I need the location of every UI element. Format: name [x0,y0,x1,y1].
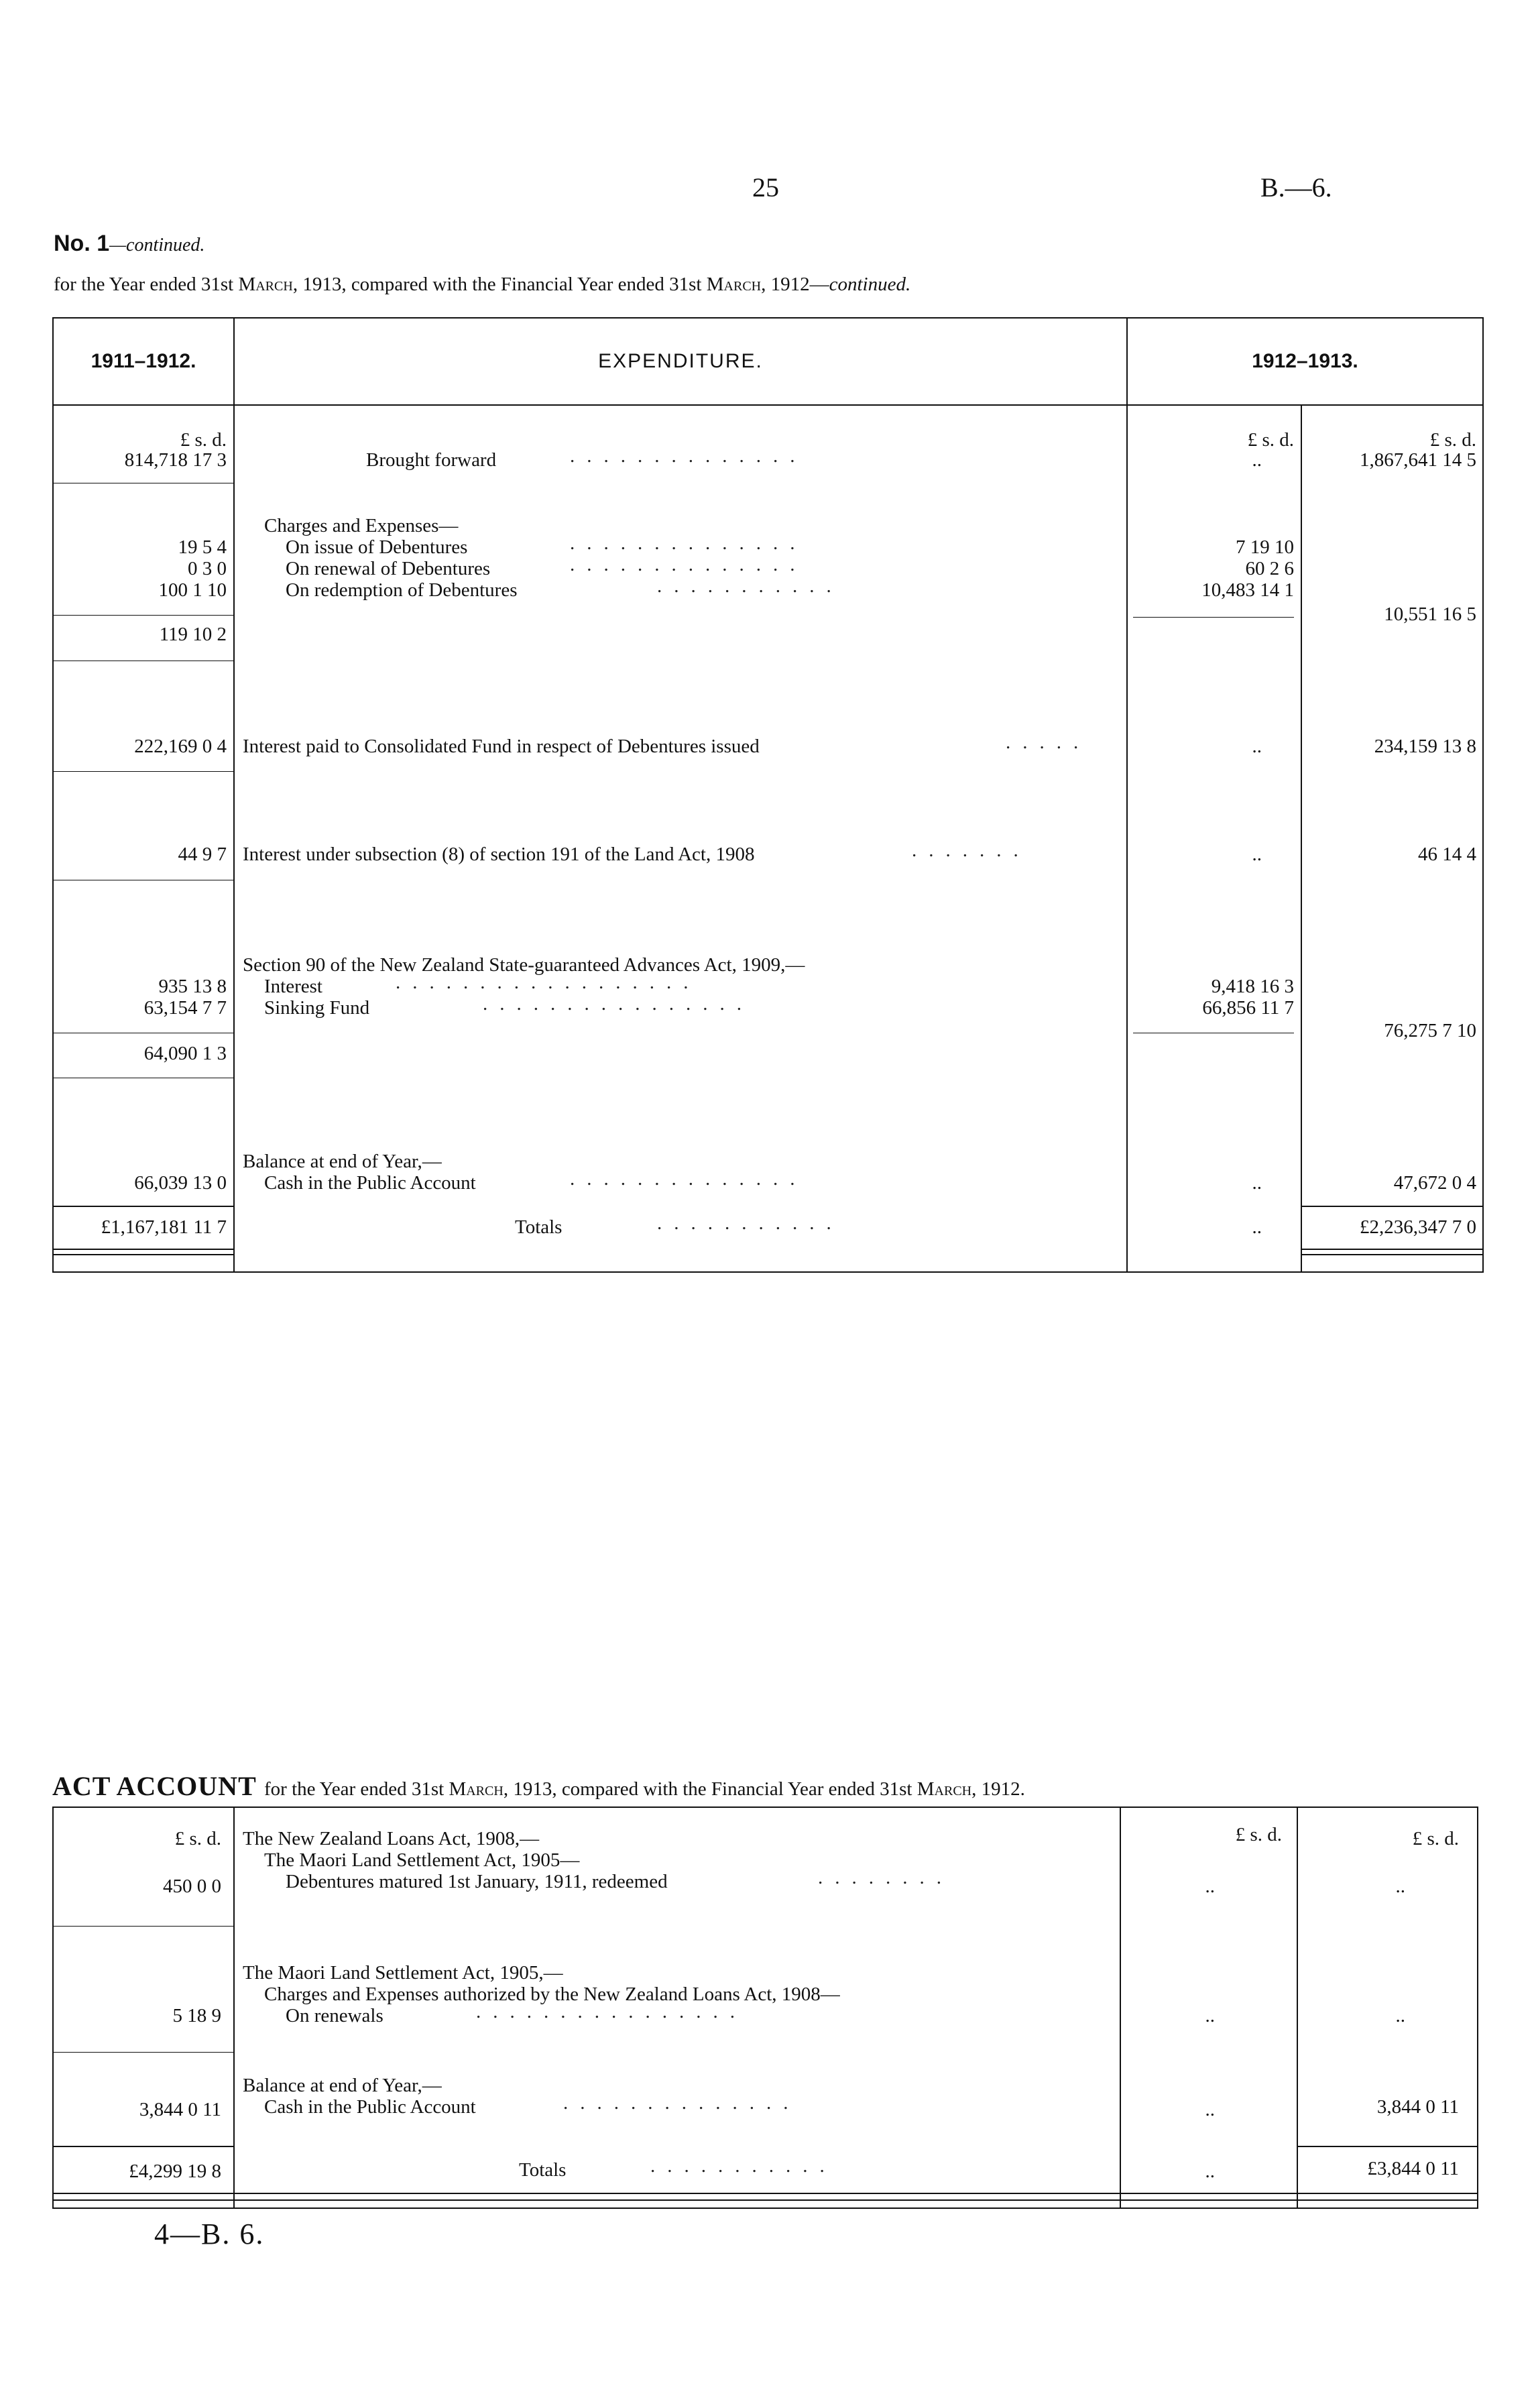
act-loans-line3: Debentures matured 1st January, 1911, redeemed [286,1871,668,1892]
section90-mid: 9,418 16 3 [1211,976,1294,997]
totals-left: £1,167,181 11 7 [101,1216,227,1238]
interest-consolidated-mid: .. [1252,736,1262,757]
brought-forward-mid: .. [1252,449,1262,471]
act-balance-right: 3,844 0 11 [1376,2096,1459,2118]
table-rule [52,1807,1478,1808]
rule [54,615,233,616]
table-rule [1477,1807,1478,2209]
rule [54,1926,233,1927]
charge-mid: 10,483 14 1 [1201,579,1294,601]
charge-left: 19 5 4 [178,536,227,558]
totals-right: £2,236,347 7 0 [1360,1216,1476,1238]
dot-leader: ........ [818,1867,953,1888]
interest-land-mid: .. [1252,844,1262,865]
act-maori-left: 5 18 9 [172,2005,221,2026]
dot-leader: ..... [1006,732,1091,753]
dot-leader: ........... [650,2155,837,2177]
table1-subtitle [54,274,910,295]
act-loans-mid: .. [1205,1876,1215,1897]
col-head-expenditure: EXPENDITURE. [598,350,763,372]
act-loans-line2: The Maori Land Settlement Act, 1905— [264,1849,580,1871]
interest-consolidated-left: 222,169 0 4 [134,736,227,757]
table-rule [52,404,1484,406]
charge-left: 100 1 10 [158,579,227,601]
act-balance-heading: Balance at end of Year,— [243,2075,442,2096]
subtitle-text: , 1913, compared with the Financial Year ended 31st [503,1778,912,1800]
section90-left: 63,154 7 7 [143,997,227,1019]
act-totals-right: £3,844 0 11 [1367,2158,1459,2179]
section90-left: 935 13 8 [158,976,227,997]
section90-heading: Section 90 of the New Zealand State-guaranteed Advances Act, 1909,— [243,954,805,976]
act-maori-line2: Charges and Expenses authorized by the New Zealand Loans Act, 1908— [264,1984,840,2005]
act-account-subtitle [259,1778,1025,1800]
rule [52,1254,233,1255]
section-heading [54,231,204,258]
act-loans-left: 450 0 0 [163,1876,221,1897]
act-loans-right: .. [1395,1876,1405,1897]
dot-leader: .................. [396,972,701,993]
rule [54,2052,233,2053]
balance-label: Cash in the Public Account [264,1172,476,1194]
totals-label: Totals [515,1216,563,1238]
section90-label: Sinking Fund [264,997,370,1019]
act-maori-line3: On renewals [286,2005,383,2026]
rule [52,2199,1478,2201]
table-bottom-rule [52,2208,1478,2209]
table-rule [1301,404,1302,1273]
section-number: No. 1 [54,231,110,256]
document-code: B.—6. [1260,172,1332,203]
dot-leader: .............. [570,554,807,575]
interest-land-left: 44 9 7 [178,844,227,865]
brought-forward-label: Brought forward [366,449,497,471]
act-maori-mid: .. [1205,2005,1215,2026]
subtitle-text: for the Year ended 31st [54,274,234,295]
totals-mid: .. [1252,1216,1262,1238]
act-account-title: ACT ACCOUNT [52,1771,257,1801]
table-rule [233,1807,235,2209]
act-loans-line1: The New Zealand Loans Act, 1908,— [243,1828,540,1849]
dot-leader: ................ [483,993,754,1015]
dot-leader: .............. [570,532,807,554]
rule [1301,1254,1482,1255]
footer-signature: 4—B. 6. [154,2218,265,2250]
subtitle-continued: continued. [829,274,911,295]
unit-mid: £ s. d. [1247,429,1294,451]
charge-left: 0 3 0 [188,558,227,579]
table-rule [233,317,235,1273]
rule [52,2146,233,2147]
interest-land-label: Interest under subsection (8) of section 191 of the Land Act, 1908 [243,844,755,865]
rule [1301,1206,1482,1207]
act-unit-mid: £ s. d. [1235,1824,1282,1845]
dot-leader: ................ [476,2001,747,2022]
subtitle-month: March [706,274,762,295]
rule [1297,2146,1477,2147]
charges-heading: Charges and Expenses— [264,515,459,536]
act-maori-right: .. [1395,2005,1405,2026]
balance-right: 47,672 0 4 [1393,1172,1476,1194]
act-totals-left: £4,299 19 8 [129,2161,221,2182]
act-unit-right: £ s. d. [1412,1828,1459,1849]
subtitle-text: , 1912. [971,1778,1025,1800]
act-balance-label: Cash in the Public Account [264,2096,476,2118]
charges-right: 10,551 16 5 [1384,604,1476,625]
balance-mid: .. [1252,1172,1262,1194]
act-totals-label: Totals [519,2159,567,2181]
unit-left: £ s. d. [180,429,227,451]
rule [54,771,233,772]
dot-leader: .............. [563,2092,801,2114]
charges-subtotal-left: 119 10 2 [159,624,227,645]
rule [52,2193,1478,2194]
act-balance-left: 3,844 0 11 [139,2099,221,2120]
charge-label: On redemption of Debentures [286,579,518,601]
charge-label: On renewal of Debentures [286,558,491,579]
unit-right: £ s. d. [1429,429,1476,451]
subtitle-text: , 1913, compared with the Financial Year ended 31st [292,274,702,295]
interest-consolidated-right: 234,159 13 8 [1374,736,1476,757]
section90-subtotal-left: 64,090 1 3 [143,1043,227,1064]
subtitle-text: , 1912— [761,274,829,295]
charge-mid: 60 2 6 [1245,558,1294,579]
act-maori-line1: The Maori Land Settlement Act, 1905,— [243,1962,563,1984]
brought-forward-left: 814,718 17 3 [124,449,227,471]
dot-leader: ........... [657,1212,843,1234]
interest-consolidated-label: Interest paid to Consolidated Fund in respect of Debentures issued [243,736,760,757]
dot-leader: .............. [570,1168,807,1190]
section90-mid: 66,856 11 7 [1202,997,1294,1019]
interest-land-right: 46 14 4 [1418,844,1476,865]
rule [1133,617,1294,618]
rule [1301,1249,1482,1250]
act-account-heading [52,1770,1025,1802]
section90-right: 76,275 7 10 [1384,1020,1476,1041]
table-bottom-rule [52,1271,1484,1273]
col-head-1912: 1912–1913. [1252,350,1358,372]
act-balance-mid: .. [1205,2099,1215,2120]
table-rule [1482,317,1484,1273]
subtitle-month: March [238,274,293,295]
subtitle-month: March [917,1778,972,1800]
balance-left: 66,039 13 0 [134,1172,227,1194]
act-unit-left: £ s. d. [174,1828,221,1849]
section90-label: Interest [264,976,322,997]
dot-leader: ........... [657,575,843,597]
subtitle-text: for the Year ended 31st [264,1778,445,1800]
page-number: 25 [752,172,779,203]
table-rule [52,317,1484,319]
dot-leader: ....... [912,840,1030,861]
dot-leader: .............. [570,445,807,467]
rule [52,1249,233,1250]
rule [52,1206,233,1207]
section-suffix: —continued. [109,235,205,255]
charge-mid: 7 19 10 [1236,536,1294,558]
col-head-1911: 1911–1912. [91,350,196,372]
balance-heading: Balance at end of Year,— [243,1151,442,1172]
brought-forward-right: 1,867,641 14 5 [1360,449,1476,471]
act-totals-mid: .. [1205,2161,1215,2182]
charge-label: On issue of Debentures [286,536,468,558]
subtitle-month: March [449,1778,504,1800]
